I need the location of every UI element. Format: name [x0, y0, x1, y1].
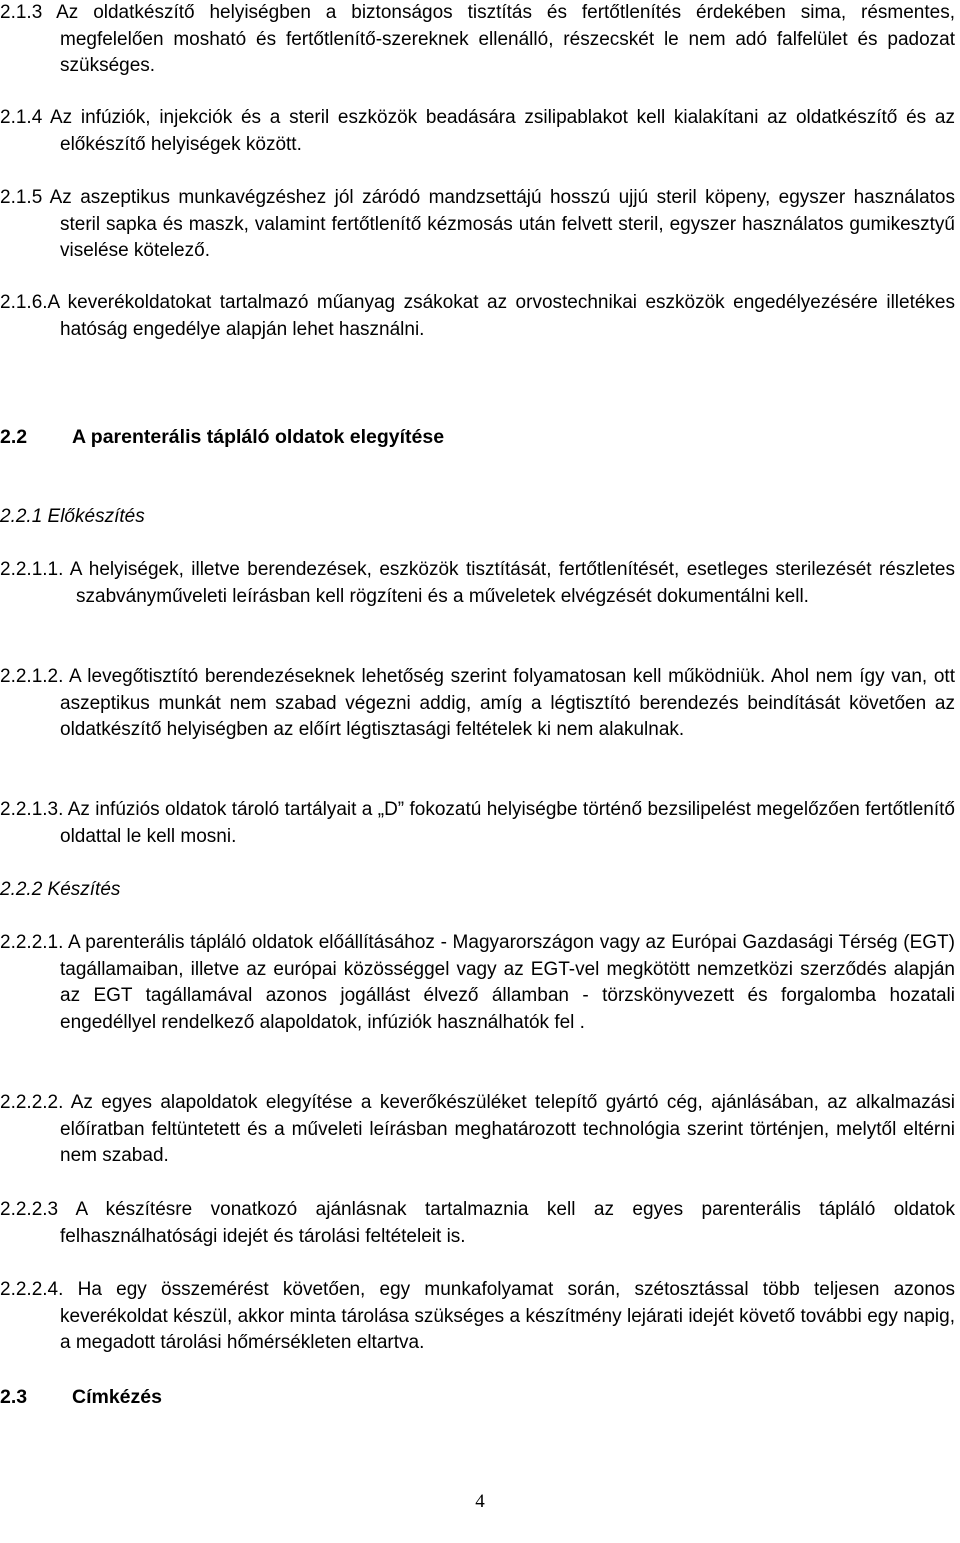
heading-2-3: [0, 1384, 955, 1410]
section-2-1-3: [0, 0, 955, 80]
section-2-2-2-4: [0, 1277, 955, 1357]
paragraph: 2.1.3 Az oldatkészítő helyiségben a biztonságos tisztítás és fertőtlenítés érdekében sima, résmentes, megfelelően mosható és fertőtlenítő-szereknek ellenálló, részecskét le nem adó falfelület és padozat szükséges.: [0, 2, 955, 77]
section-2-1-6: [0, 290, 955, 343]
subheading-text: 2.2.2 Készítés: [0, 879, 121, 900]
paragraph: 2.1.5 Az aszeptikus munkavégzéshez jól záródó mandzsettájú hosszú ujjú steril köpeny, egyszer használatos steril sapka és maszk, valamint fertőtlenítő kézmosás után felvett steril, egyszer használatos gumikesztyű viselése kötelező.: [0, 187, 955, 262]
paragraph: 2.2.1.1. A helyiségek, illetve berendezések, eszközök tisztítását, fertőtlenítését, esetleges sterilezését részletes szabványműveleti leírásban kell rögzíteni és a műveletek elvégzését dokumentálni kell.: [0, 559, 955, 607]
paragraph: 2.2.2.3 A készítésre vonatkozó ajánlásnak tartalmaznia kell az egyes parenterális tápláló oldatok felhasználhatósági idejét és tárolási feltételeit is.: [0, 1199, 955, 1247]
paragraph: 2.2.2.1. A parenterális tápláló oldatok előállításához - Magyarországon vagy az Európai Gazdasági Térség (EGT) tagállamaiban, illetve az európai közösséggel vagy az EGT-vel megkötött nemzetközi szerződés alapján az EGT tagállamával azonos jogállást élvező államban - törzskönyvezett és forgalomba hozatali engedéllyel rendelkező alapoldatok, infúziók használhatók fel .: [0, 932, 955, 1033]
section-2-2-1-1: [0, 557, 955, 610]
subheading-2-2-2: [0, 877, 955, 903]
heading-number: 2.3: [0, 1386, 28, 1408]
paragraph: 2.2.1.2. A levegőtisztító berendezéseknek lehetőség szerint folyamatosan kell működniük. Ahol nem így van, ott aszeptikus munkát nem szabad végezni addig, amíg a légtisztító berendezés beindítását követően az oldatkészítő helyiségben az előírt légtisztasági feltételek ki nem alakulnak.: [0, 666, 955, 741]
section-2-2-2-3: [0, 1197, 955, 1250]
paragraph: 2.2.1.3. Az infúziós oldatok tároló tartályait a „D” fokozatú helyiségbe történő bezsilipelést megelőzően fertőtlenítő oldattal le kell mosni.: [0, 799, 955, 847]
subheading-2-2-1: [0, 504, 955, 530]
heading-number: 2.2: [0, 426, 28, 448]
section-2-2-1-2: [0, 664, 955, 744]
paragraph: 2.2.2.2. Az egyes alapoldatok elegyítése a keverőkészüléket telepítő gyártó cég, ajánlásában, az alkalmazási előíratban feltüntetett és a műveleti leírásban meghatározott technológia szerint történjen, melytől eltérni nem szabad.: [0, 1092, 955, 1167]
subheading-text: 2.2.1 Előkészítés: [0, 506, 145, 527]
section-2-2-2-2: [0, 1090, 955, 1170]
section-2-2-2-1: [0, 930, 955, 1036]
section-2-1-5: [0, 185, 955, 265]
paragraph: 2.1.6.A keverékoldatokat tartalmazó műanyag zsákokat az orvostechnikai eszközök engedélyezésére illetékes hatóság engedélye alapján lehet használni.: [0, 292, 955, 340]
page-number: 4: [475, 1491, 485, 1512]
paragraph: 2.2.2.4. Ha egy összemérést követően, egy munkafolyamat során, szétosztással több teljesen azonos keverékoldat készül, akkor minta tárolása szükséges a készítmény lejárati idejét követő további egy napig, a megadott tárolási hőmérsékleten eltartva.: [0, 1279, 955, 1354]
heading-2-2: [0, 424, 955, 450]
section-2-1-4: [0, 105, 955, 158]
heading-title: A parenterális tápláló oldatok elegyítése: [72, 426, 445, 448]
heading-title: Címkézés: [72, 1386, 162, 1408]
section-2-2-1-3: [0, 797, 955, 850]
paragraph: 2.1.4 Az infúziók, injekciók és a steril eszközök beadására zsilipablakot kell kialakítani az oldatkészítő és az előkészítő helyiségek között.: [0, 107, 955, 155]
